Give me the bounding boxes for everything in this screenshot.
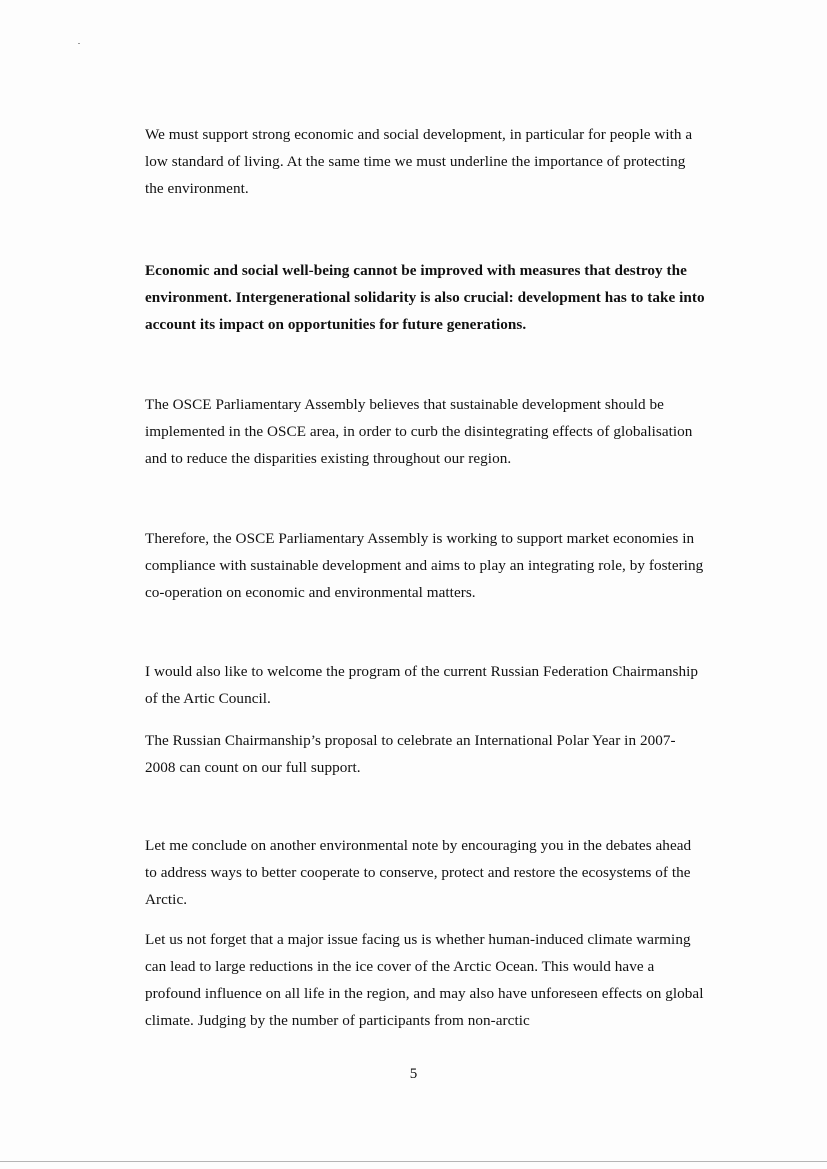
paragraph-wellbeing: Economic and social well-being cannot be improved with measures that destroy the environment. Intergenerational solidarity is also crucial: development has to take into account its impact on opportunities for future generations. [145, 262, 705, 333]
paragraph-polar-year: The Russian Chairmanship’s proposal to celebrate an International Polar Year in 2007-2008 can count on our full support. [145, 732, 676, 776]
bottom-edge-line [0, 1161, 827, 1162]
paragraph-osce-market: Therefore, the OSCE Parliamentary Assembly is working to support market economies in compliance with sustainable development and aims to play an integrating role, by fostering co-operation on economic and environmental matters. [145, 530, 704, 601]
paragraph-russian-chairmanship: I would also like to welcome the program of the current Russian Federation Chairmanship of the Artic Council. [145, 663, 699, 707]
paragraph-osce-sustainable: The OSCE Parliamentary Assembly believes that sustainable development should be implemented in the OSCE area, in order to curb the disintegrating effects of globalisation and to reduce the disparities existing throughout our region. [145, 396, 693, 467]
scan-speck [78, 43, 80, 44]
page-number: 5 [409, 1066, 418, 1082]
paragraph-development: We must support strong economic and social development, in particular for people with a low standard of living. At the same time we must underline the importance of protecting the environment. [145, 126, 693, 197]
paragraph-climate: Let us not forget that a major issue facing us is whether human-induced climate warming can lead to large reductions in the ice cover of the Arctic Ocean. This would have a profound influence on all life in the region, and may also have unforeseen effects on global climate. Judging by the number of participants from non-arctic [145, 931, 704, 1029]
paragraph-conclude: Let me conclude on another environmental note by encouraging you in the debates ahead to address ways to better cooperate to conserve, protect and restore the ecosystems of the Arctic. [145, 837, 692, 908]
